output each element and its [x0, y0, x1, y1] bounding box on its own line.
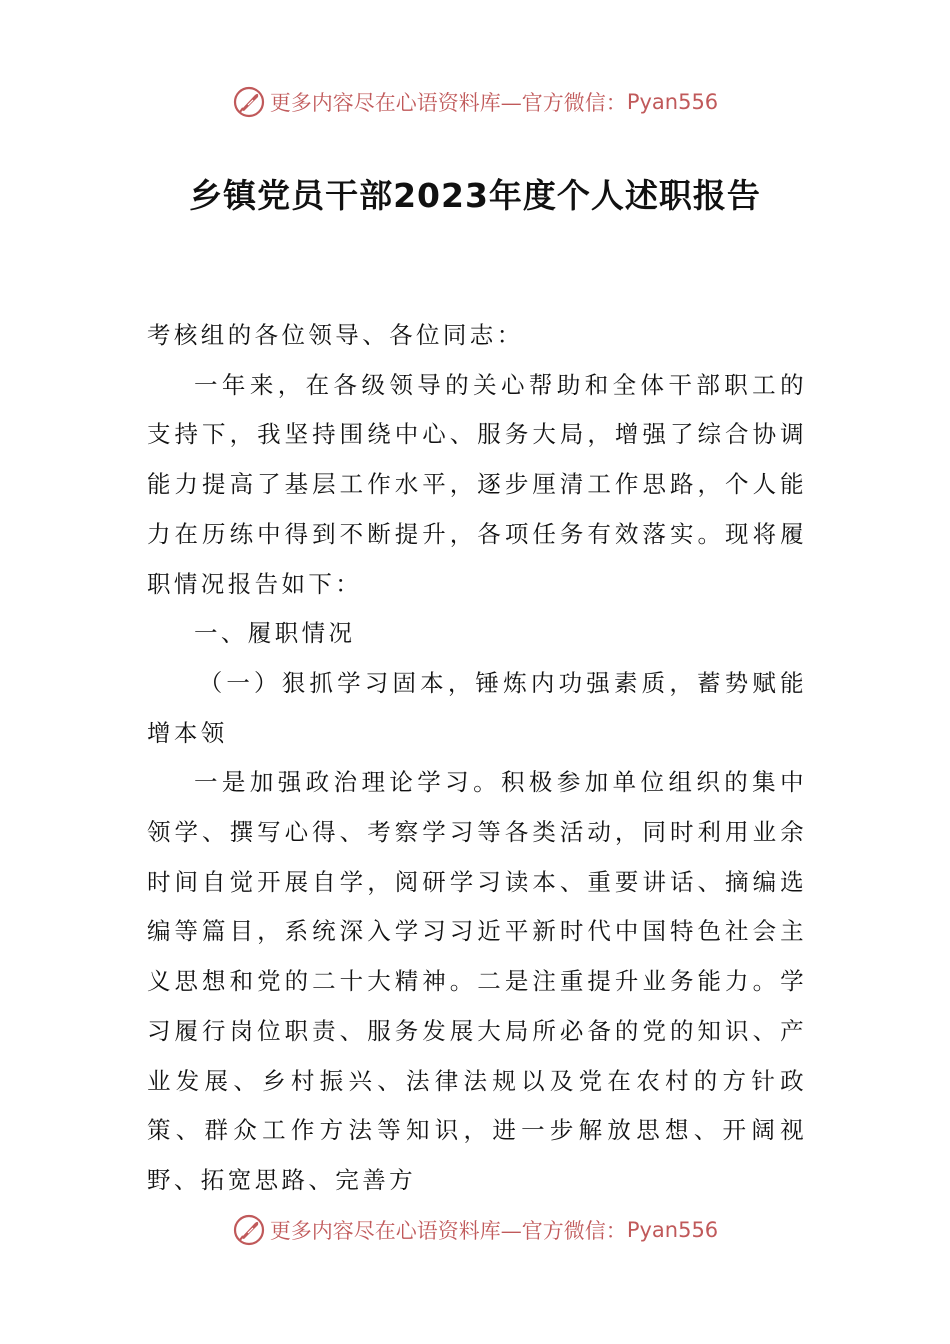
- quill-pen-logo-icon: [232, 85, 266, 119]
- salutation: 考核组的各位领导、各位同志：: [147, 321, 524, 349]
- footer-promo-text: 更多内容尽在心语资料库—官方微信：: [269, 1219, 627, 1243]
- document-title: 乡镇党员干部2023年度个人述职报告: [189, 176, 761, 215]
- section-heading: 一、履职情况: [194, 619, 356, 648]
- subsection-heading: （一）狠抓学习固本，锤炼内功强素质，蓄势赋能增本领: [147, 668, 807, 747]
- intro-paragraph: 一年来，在各级领导的关心帮助和全体干部职工的支持下，我坚持围绕中心、服务大局，增强了综合协调能力提高了基层工作水平，逐步厘清工作思路，个人能力在历练中得到不断提升，各项任务有效落实。现将履职情况报告如下：: [147, 370, 807, 598]
- quill-pen-logo-icon: [232, 1213, 266, 1247]
- footer-contact-id: Pyan556: [626, 1218, 719, 1242]
- footer-banner: [0, 1210, 950, 1250]
- document-body: [147, 311, 807, 1206]
- header-promo-text: 更多内容尽在心语资料库—官方微信：: [269, 91, 627, 115]
- header-banner: [0, 82, 950, 122]
- header-contact-id: Pyan556: [626, 90, 719, 114]
- body-paragraph: 一是加强政治理论学习。积极参加单位组织的集中领学、撰写心得、考察学习等各类活动，同时利用业余时间自觉开展自学，阅研学习读本、重要讲话、摘编选编等篇目，系统深入学习习近平新时代中国特色社会主义思想和党的二十大精神。二是注重提升业务能力。学习履行岗位职责、服务发展大局所必备的党的知识、产业发展、乡村振兴、法律法规以及党在农村的方针政策、群众工作方法等知识，进一步解放思想、开阔视野、拓宽思路、完善方: [147, 768, 807, 1194]
